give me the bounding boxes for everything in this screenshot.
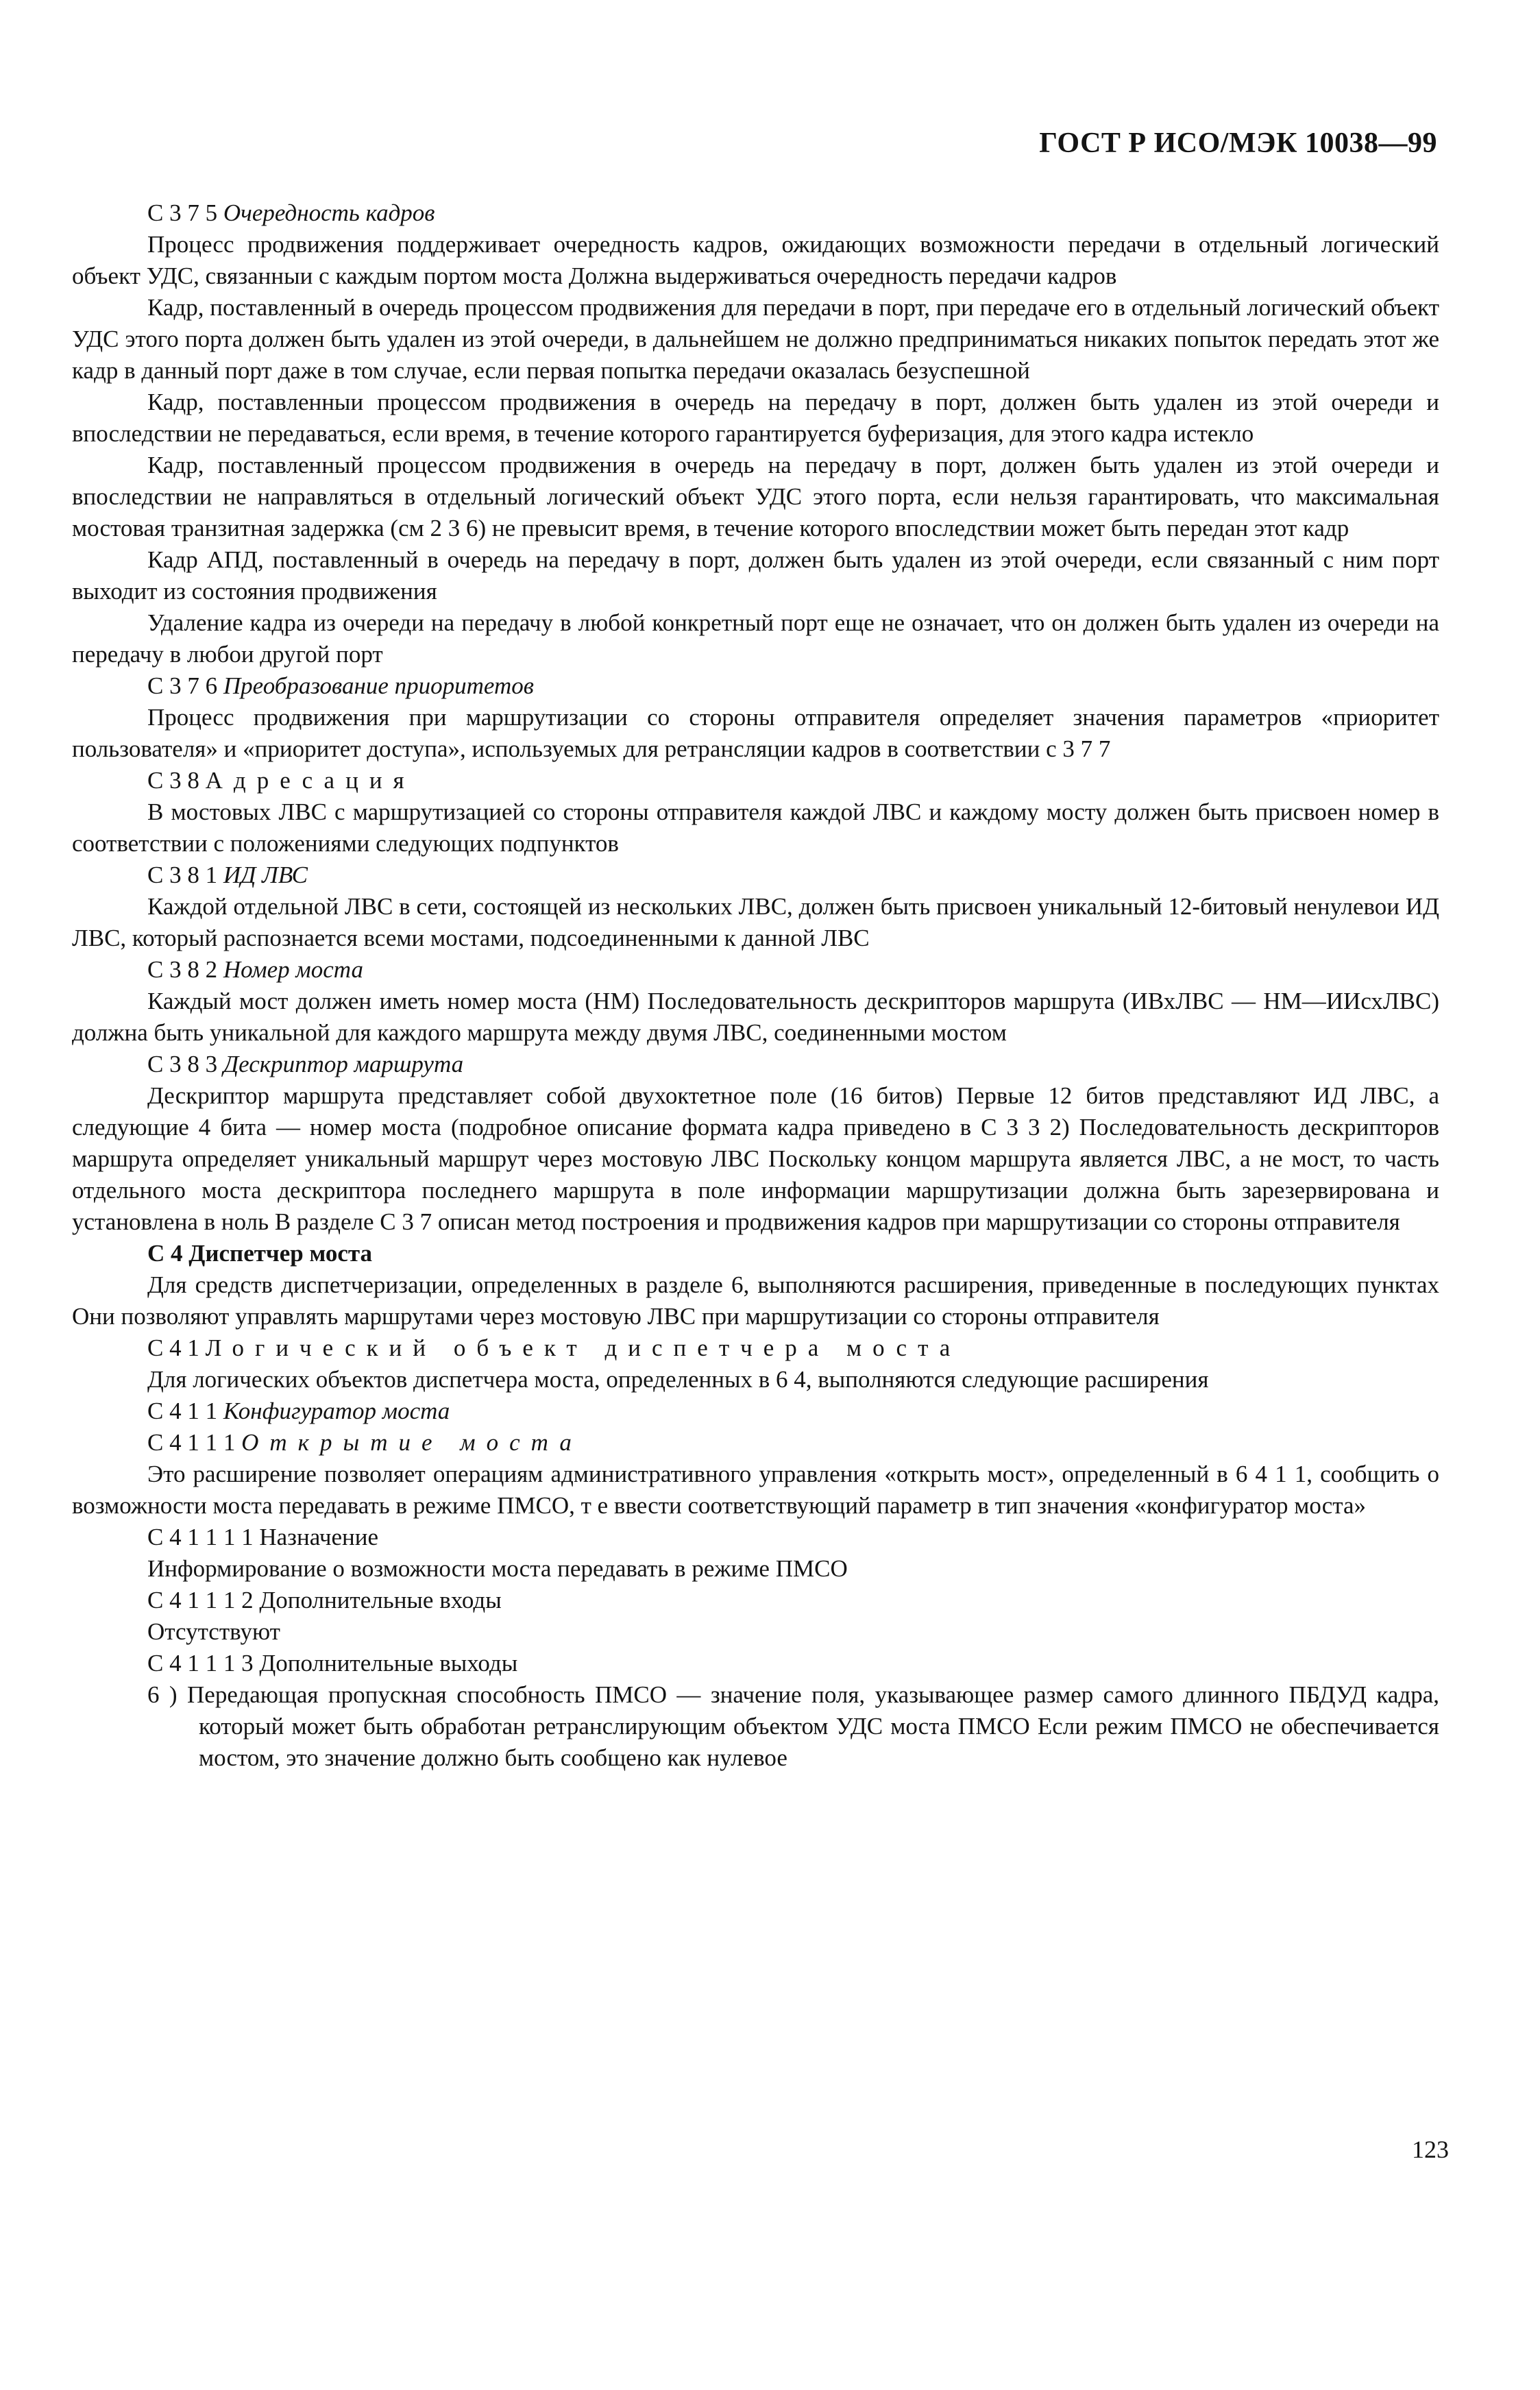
clause-title: Адресация	[205, 767, 415, 794]
clause-title: Дополнительные входы	[259, 1587, 502, 1613]
clause-heading-c376	[72, 670, 1439, 702]
clause-heading-c381	[72, 859, 1439, 891]
paragraph: Для логических объектов диспетчера моста, определенных в 6 4, выполняются следующие расширения	[147, 1366, 1209, 1393]
page-body	[72, 197, 1439, 1774]
clause-number: С 3 8 1	[147, 862, 218, 888]
clause-heading-c41	[72, 1332, 1439, 1364]
clause-heading-c383	[72, 1049, 1439, 1080]
document-header: ГОСТ Р ИСО/МЭК 10038—99	[1039, 127, 1437, 159]
clause-heading-c375	[72, 197, 1439, 229]
clause-title: Очередность кадров	[223, 199, 435, 226]
clause-heading-c382	[72, 954, 1439, 986]
clause-title: Дескриптор маршрута	[223, 1051, 464, 1077]
clause-heading-c41111	[72, 1522, 1439, 1553]
clause-title: Преобразование приоритетов	[223, 672, 534, 699]
paragraph: Каждой отдельной ЛВС в сети, состоящей из нескольких ЛВС, должен быть присвоен уникальный 12-битовый ненулевои ИД ЛВС, который распознается всеми мостами, подсоединенными к данной ЛВС	[72, 893, 1439, 951]
clause-title: Номер моста	[223, 956, 363, 983]
paragraph: Дескриптор маршрута представляет собой двухоктетное поле (16 битов) Первые 12 битов представляют ИД ЛВС, а следующие 4 бита — номер моста (подробное описание формата кадра приведено в С 3 3 2) Последовательность дескрипторов маршрута определяет уникальный маршрут через мостовую ЛВС Поскольку концом маршрута является ЛВС, а не мост, то часть отдельного моста дескриптора последнего маршрута в поле информации маршрутизации должна быть зарезервирована и установлена в ноль В разделе С 3 7 описан метод построения и продвижения кадров при маршрутизации со стороны отправителя	[72, 1082, 1439, 1235]
paragraph: Кадр, поставленныи процессом продвижения в очередь на передачу в порт, должен быть удален из этой очереди и впоследствии не передаваться, если время, в течение которого гарантируется буферизация, для этого кадра истекло	[72, 389, 1439, 447]
clause-number: С 4 1 1	[147, 1398, 218, 1424]
clause-number: С 4 1 1 1 1	[147, 1524, 254, 1550]
clause-number: С 4 1 1 1 3	[147, 1650, 254, 1676]
page-number: 123	[1412, 2136, 1449, 2163]
paragraph: Это расширение позволяет операциям административного управления «открыть мост», определенный в 6 4 1 1, сообщить о возможности моста передавать в режиме ПМСО, т е ввести соответствующий параметр в тип значения «конфигуратор моста»	[72, 1461, 1439, 1519]
clause-number: С 3 8 3	[147, 1051, 218, 1077]
clause-heading-c38	[72, 765, 1439, 796]
clause-number: С 3 8	[147, 767, 199, 794]
clause-heading-c411	[72, 1395, 1439, 1427]
clause-number: С 3 7 6	[147, 672, 218, 699]
list-item	[72, 1679, 1439, 1774]
clause-number: С 4	[147, 1240, 183, 1267]
clause-title: Дополнительные выходы	[259, 1650, 518, 1676]
paragraph: Каждый мост должен иметь номер моста (НМ) Последовательность дескрипторов маршрута (ИВхЛВС — НМ—ИИсхЛВС) должна быть уникальной для каждого маршрута между двумя ЛВС, соединенными мостом	[72, 988, 1439, 1046]
clause-title: Логический объект диспетчера моста	[205, 1334, 962, 1361]
paragraph: Удаление кадра из очереди на передачу в любой конкретный порт еще не означает, что он должен быть удален из очереди на передачу в любои другой порт	[72, 609, 1439, 668]
paragraph: Кадр, поставленный процессом продвижения в очередь на передачу в порт, должен быть удален из этой очереди и впоследствии не направляться в отдельный логический объект УДС этого порта, если нельзя гарантировать, что максимальная мостовая транзитная задержка (см 2 3 6) не превысит время, в течение которого впоследствии может быть передан этот кадр	[72, 452, 1439, 541]
clause-heading-c4	[72, 1238, 1439, 1269]
paragraph: В мостовых ЛВС с маршрутизацией со стороны отправителя каждой ЛВС и каждому мосту должен быть присвоен номер в соответствии с положениями следующих подпунктов	[72, 798, 1439, 857]
paragraph: Кадр, поставленный в очередь процессом продвижения для передачи в порт, при передаче его в отдельный логический объект УДС этого порта должен быть удален из этой очереди, в дальнейшем не должно предприниматься никаких попыток передать этот же кадр в данный порт даже в том случае, если первая попытка передачи оказалась безуспешной	[72, 294, 1439, 384]
clause-title: ИД ЛВС	[223, 862, 308, 888]
clause-heading-c4111	[72, 1427, 1439, 1459]
clause-number: С 4 1	[147, 1334, 199, 1361]
list-marker: 6 )	[147, 1681, 178, 1708]
paragraph: Кадр АПД, поставленный в очередь на передачу в порт, должен быть удален из этой очереди, если связанный с ним порт выходит из состояния продвижения	[72, 546, 1439, 605]
clause-title: Диспетчер моста	[188, 1240, 372, 1267]
paragraph: Процесс продвижения при маршрутизации со стороны отправителя определяет значения параметров «приоритет пользователя» и «приоритет доступа», используемых для ретрансляции кадров в соответствии с 3 7 7	[72, 704, 1439, 762]
clause-number: С 4 1 1 1	[147, 1429, 236, 1456]
list-item-text: Передающая пропускная способность ПМСО — значение поля, указывающее размер самого длинного ПБДУД кадра, который может быть обработан ретранслирующим объектом УДС моста ПМСО Если режим ПМСО не обеспечивается мостом, это значение должно быть сообщено как нулевое	[187, 1681, 1440, 1771]
paragraph: Отсутствуют	[147, 1618, 280, 1645]
clause-heading-c41113	[72, 1648, 1439, 1679]
clause-number: С 3 8 2	[147, 956, 218, 983]
clause-number: С 3 7 5	[147, 199, 218, 226]
clause-title: Открытие моста	[241, 1429, 583, 1456]
clause-number: С 4 1 1 1 2	[147, 1587, 254, 1613]
clause-heading-c41112	[72, 1585, 1439, 1616]
paragraph: Процесс продвижения поддерживает очередность кадров, ожидающих возможности передачи в отдельный логический объект УДС, связанныи с каждым портом моста Должна выдерживаться очередность передачи кадров	[72, 231, 1439, 289]
clause-title: Конфигуратор моста	[223, 1398, 450, 1424]
clause-title: Назначение	[259, 1524, 378, 1550]
paragraph: Информирование о возможности моста передавать в режиме ПМСО	[147, 1555, 848, 1582]
paragraph: Для средств диспетчеризации, определенных в разделе 6, выполняются расширения, приведенные в последующих пунктах Они позволяют управлять маршрутами через мостовую ЛВС при маршрутизации со стороны отправителя	[72, 1271, 1439, 1330]
